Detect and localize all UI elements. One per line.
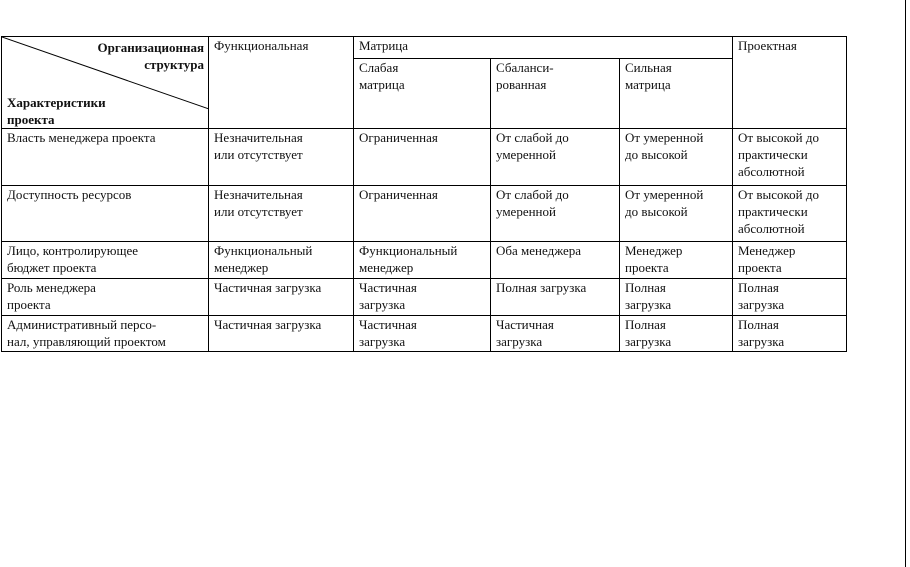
cell-weak-matrix: Частичная загрузка xyxy=(354,279,491,316)
table-row-budget-control xyxy=(2,242,847,279)
col-header-weak-matrix: Слабая матрица xyxy=(354,59,491,129)
cell-strong-matrix: Полная загрузка xyxy=(620,279,733,316)
col-header-functional: Функциональная xyxy=(209,37,354,129)
row-label-cell: Власть менеджера проекта xyxy=(2,129,209,186)
cell-strong-matrix: Менеджер проекта xyxy=(620,242,733,279)
cell-balanced-matrix: От слабой до умеренной xyxy=(491,129,620,186)
col-header-balanced-matrix: Сбаланси- рованная xyxy=(491,59,620,129)
cell-functional: Частичная загрузка xyxy=(209,316,354,352)
row-label-cell: Роль менеджера проекта xyxy=(2,279,209,316)
cell-functional: Частичная загрузка xyxy=(209,279,354,316)
cell-balanced-matrix: Частичная загрузка xyxy=(491,316,620,352)
corner-org-structure-label: Организационная структура xyxy=(97,40,204,72)
table-row-pm-authority xyxy=(2,129,847,186)
cell-balanced-matrix: Полная загрузка xyxy=(491,279,620,316)
cell-balanced-matrix: От слабой до умеренной xyxy=(491,186,620,242)
table-row-resource-availability xyxy=(2,186,847,242)
cell-projectized: От высокой до практически абсолютной xyxy=(733,186,847,242)
cell-projectized: Полная загрузка xyxy=(733,316,847,352)
cell-projectized: Полная загрузка xyxy=(733,279,847,316)
col-group-header-matrix: Матрица xyxy=(354,37,733,59)
cell-balanced-matrix: Оба менеджера xyxy=(491,242,620,279)
org-structure-comparison-table xyxy=(1,36,847,352)
row-label-cell: Доступность ресурсов xyxy=(2,186,209,242)
cell-projectized: От высокой до практически абсолютной xyxy=(733,129,847,186)
table-row-admin-staff xyxy=(2,316,847,352)
col-header-strong-matrix: Сильная матрица xyxy=(620,59,733,129)
cell-strong-matrix: Полная загрузка xyxy=(620,316,733,352)
cell-projectized: Менеджер проекта xyxy=(733,242,847,279)
cell-functional: Функциональный менеджер xyxy=(209,242,354,279)
cell-weak-matrix: Частичная загрузка xyxy=(354,316,491,352)
row-label-cell: Лицо, контролирующее бюджет проекта xyxy=(2,242,209,279)
cell-strong-matrix: От умеренной до высокой xyxy=(620,129,733,186)
cell-functional: Незначительная или отсутствует xyxy=(209,186,354,242)
row-label-cell: Административный персо- нал, управляющий проектом xyxy=(2,316,209,352)
corner-characteristics-label: Характеристики проекта xyxy=(7,95,106,127)
page-edge-rule xyxy=(905,0,906,567)
corner-header-cell xyxy=(2,37,209,129)
cell-strong-matrix: От умеренной до высокой xyxy=(620,186,733,242)
cell-functional: Незначительная или отсутствует xyxy=(209,129,354,186)
cell-weak-matrix: Ограниченная xyxy=(354,129,491,186)
col-header-projectized: Проектная xyxy=(733,37,847,129)
cell-weak-matrix: Ограниченная xyxy=(354,186,491,242)
cell-weak-matrix: Функциональный менеджер xyxy=(354,242,491,279)
table-row-pm-role xyxy=(2,279,847,316)
